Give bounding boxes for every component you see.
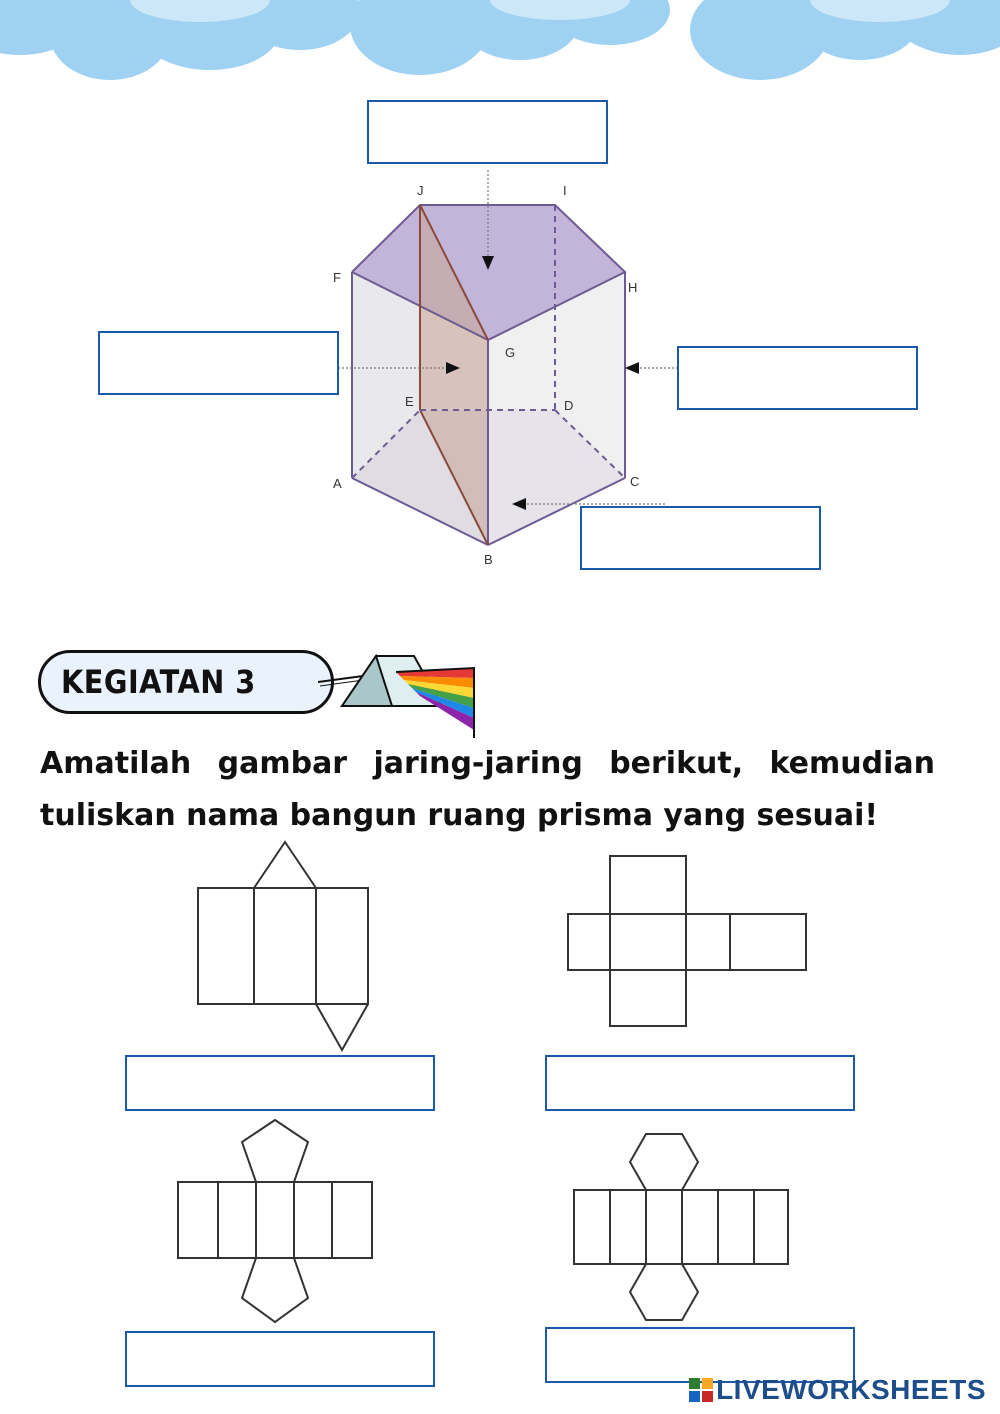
prism-rainbow-icon <box>318 650 478 742</box>
net-hexagonal-prism <box>568 1130 796 1326</box>
activity-badge-label: KEGIATAN 3 <box>61 663 256 701</box>
vertex-label-b: B <box>484 552 493 567</box>
net-pentagonal-prism <box>172 1118 382 1328</box>
liveworksheets-logo-icon <box>688 1377 714 1403</box>
answer-box-prism-left[interactable] <box>98 331 339 395</box>
answer-box-prism-right[interactable] <box>677 346 918 410</box>
net-cuboid <box>560 852 812 1032</box>
liveworksheets-brand <box>688 1372 986 1408</box>
answer-box-prism-bottom[interactable] <box>580 506 821 570</box>
answer-box-net-3[interactable] <box>125 1331 435 1387</box>
activity-instruction: Amatilah gambar jaring-jaring berikut, kemudian tuliskan nama bangun ruang prisma yang sesuai! <box>40 746 935 833</box>
vertex-label-c: C <box>630 474 640 489</box>
answer-box-prism-top[interactable] <box>367 100 608 164</box>
vertex-label-h: H <box>628 280 638 295</box>
vertex-label-e: E <box>405 394 414 409</box>
brand-name: LIVEWORKSHEETS <box>716 1374 986 1405</box>
net-triangular-prism <box>190 838 380 1054</box>
vertex-label-a: A <box>333 476 342 491</box>
vertex-label-i: I <box>563 183 567 198</box>
activity-badge <box>38 650 334 714</box>
answer-box-net-2[interactable] <box>545 1055 855 1111</box>
answer-box-net-1[interactable] <box>125 1055 435 1111</box>
vertex-label-g: G <box>505 345 516 360</box>
cloud-header <box>0 0 1000 90</box>
vertex-label-j: J <box>417 183 424 198</box>
vertex-label-f: F <box>333 270 341 285</box>
vertex-label-d: D <box>564 398 574 413</box>
